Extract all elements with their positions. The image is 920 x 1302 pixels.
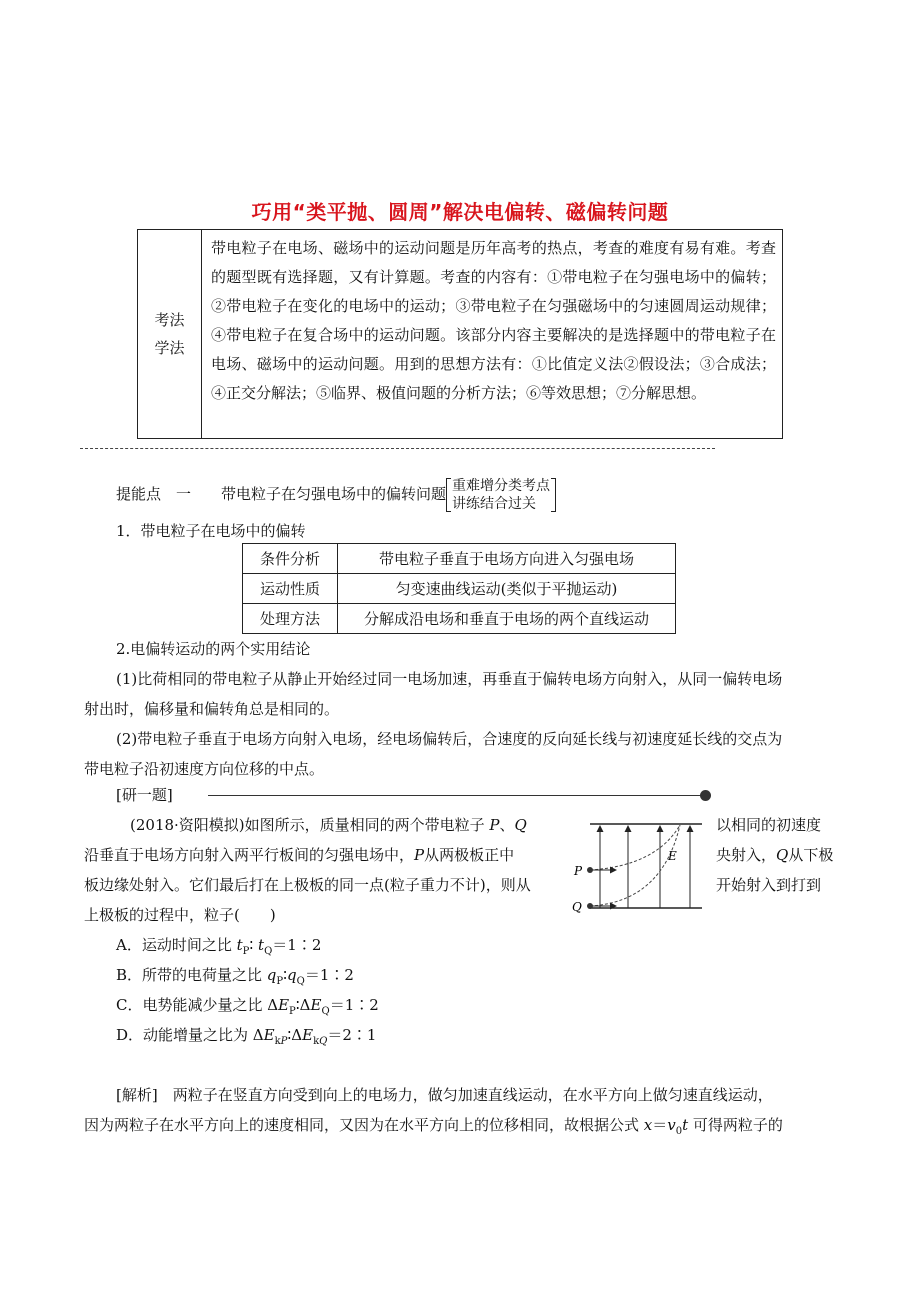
label-q: Q [572,900,582,914]
question-line1: (2018·资阳模拟)如图所示，质量相同的两个带电粒子 P、Q [130,816,527,834]
bracket-line1: 重难增分类考点 [452,478,551,494]
particle-p [587,867,593,873]
table-row [243,544,676,574]
question-line1-right: 以相同的初速度 [716,816,822,834]
table-electric-deflection [242,543,676,634]
label-e: E [668,849,677,863]
conclusion1-line1: (1)比荷相同的带电粒子从静止开始经过同一电场加速，再垂直于偏转电场方向射入，从同一偏转电场 [116,670,783,688]
intro-label-line1: 考法 [154,311,185,329]
option-a[interactable]: A．运动时间之比 $t_P∶$ $t_Q=1∶2$ [116,936,322,957]
analysis-line2: 因为两粒子在水平方向上的速度相同，又因为在水平方向上的位移相同，故根据公式 $x=v_0t$ 可得两粒子的 [84,1116,783,1137]
intro-box-text: 带电粒子在电场、磁场中的运动问题是历年高考的热点，考查的难度有易有难。考查的题型既有选择题，又有计算题。考查的内容有：①带电粒子在匀强电场中的偏转；②带电粒子在变化的电场中的运动；③带电粒子在匀强磁场中的匀速圆周运动规律；④带电粒子在复合场中的运动问题。该部分内容主要解决的是选择题中的带电粒子在电场、磁场中的运动问题。用到的思想方法有：①比值定义法②假设法；③合成法；④正交分解法；⑤临界、极值问题的分析方法；⑥等效思想；⑦分解思想。 [211,239,776,402]
question-line2-right: 央射入，Q从下极 [716,846,834,864]
dashed-divider [80,448,715,449]
bracket-line2: 讲练结合过关 [452,496,537,512]
conclusion1-line2: 射出时，偏移量和偏转角总是相同的。 [84,700,340,718]
conclusion2-line2: 带电粒子沿初速度方向位移的中点。 [84,760,325,778]
point-heading [116,477,556,513]
particle-q [587,903,593,909]
option-d[interactable]: D．动能增量之比为 $\Delta E_{kP}∶\Delta E_{kQ}=2∶1$ [116,1026,377,1047]
question-line3-right: 开始射入到打到 [716,876,822,894]
analysis-line1: [解析] 两粒子在竖直方向受到向上的电场力，做匀加速直线运动，在水平方向上做匀速直线运动， [116,1086,773,1104]
parallel-plates-figure [566,814,706,918]
table-cell-value: 带电粒子垂直于电场方向进入匀强电场 [338,544,676,574]
question-line3: 板边缘处射入。它们最后打在上极板的同一点(粒子重力不计)，则从 [84,876,531,894]
page-title: 巧用“类平抛、圆周”解决电偏转、磁偏转问题 [251,200,669,224]
table-cell-value: 匀变速曲线运动(类似于平抛运动) [338,574,676,604]
intro-label-line2: 学法 [154,339,185,357]
trajectory-q [590,825,680,906]
point-heading-text: 提能点 一 带电粒子在匀强电场中的偏转问题 [116,485,447,503]
point-heading-bracket [446,477,556,513]
table-row [243,604,676,634]
option-b[interactable]: B．所带的电荷量之比 $q_P∶q_Q=1∶2$ [116,966,354,987]
study-rule [208,795,704,796]
trajectory-p [590,825,680,870]
conclusion2-line1: (2)带电粒子垂直于电场方向射入电场，经电场偏转后，合速度的反向延长线与初速度延长线的交点为 [116,730,783,748]
section2-title: 2.电偏转运动的两个实用结论 [116,640,311,658]
table-cell-value: 分解成沿电场和垂直于电场的两个直线运动 [338,604,676,634]
question-line2: 沿垂直于电场方向射入两平行板间的匀强电场中，P从两极板正中 [84,846,515,864]
label-p: P [574,864,583,878]
table-cell-label: 条件分析 [243,544,338,574]
intro-box [137,229,783,439]
study-label: [研一题] [116,786,173,804]
table-cell-label: 处理方法 [243,604,338,634]
question-line4: 上极板的过程中，粒子( ) [84,906,276,924]
option-c[interactable]: C．电势能减少量之比 $\Delta E_P∶\Delta E_Q=1∶2$ [116,996,379,1017]
section1-title: 1．带电粒子在电场中的偏转 [116,522,306,540]
table-row [243,574,676,604]
intro-box-label [138,230,202,438]
table-cell-label: 运动性质 [243,574,338,604]
study-dot-icon [700,790,711,801]
